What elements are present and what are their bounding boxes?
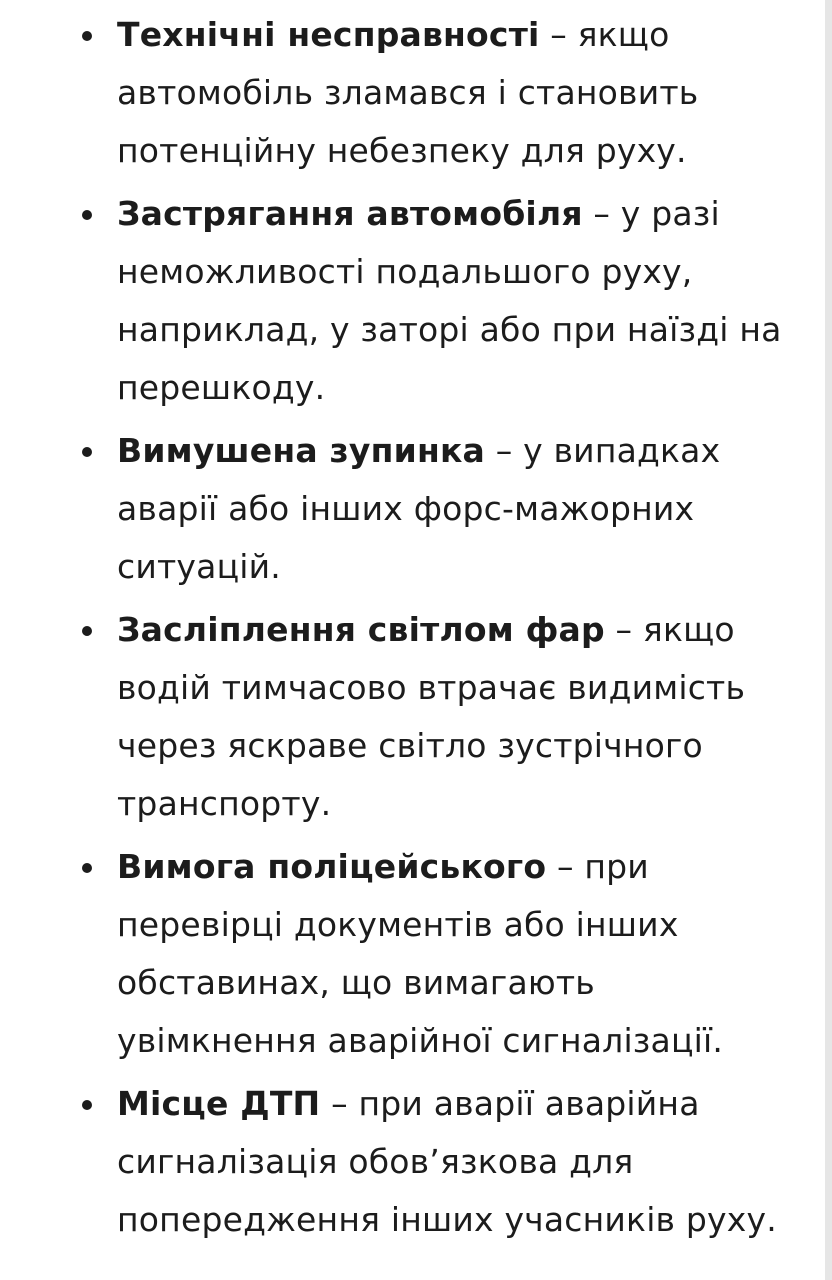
bullet-icon <box>82 210 92 220</box>
bullet-icon <box>82 626 92 636</box>
item-term: Вимушена зупинка <box>117 431 486 470</box>
page-edge <box>825 0 832 1280</box>
bullet-icon <box>82 447 92 457</box>
item-description: – якщо водій тимчасово втрачає видимість через яскраве світло зустрічного транспорту. <box>117 610 746 823</box>
item-description: – у разі неможливості подальшого руху, наприклад, у заторі або при наїзді на перешкоду. <box>117 194 782 407</box>
item-description: – при аварії аварійна сигналізація обов’язкова для попередження інших учасників руху. <box>117 1084 777 1239</box>
list-item <box>0 1075 825 1249</box>
item-term: Місце ДТП <box>117 1084 321 1123</box>
bullet-icon <box>82 1100 92 1110</box>
item-term: Засліплення світлом фар <box>117 610 605 649</box>
list-item <box>0 601 825 833</box>
bullet-icon <box>82 31 92 41</box>
item-term: Технічні несправності <box>117 15 540 54</box>
item-term: Застрягання автомобіля <box>117 194 583 233</box>
item-term: Вимога поліцейського <box>117 847 547 886</box>
list-item <box>0 6 825 180</box>
document-content <box>0 6 825 1254</box>
list-item <box>0 422 825 596</box>
list-item <box>0 838 825 1070</box>
item-description: – якщо автомобіль зламався і становить потенційну небезпеку для руху. <box>117 15 699 170</box>
list-item <box>0 185 825 417</box>
item-description: – при перевірці документів або інших обставинах, що вимагають увімкнення аварійної сигналізації. <box>117 847 724 1060</box>
bullet-icon <box>82 863 92 873</box>
bullet-list <box>0 6 825 1249</box>
item-description: – у випадках аварії або інших форс-мажорних ситуацій. <box>117 431 721 586</box>
